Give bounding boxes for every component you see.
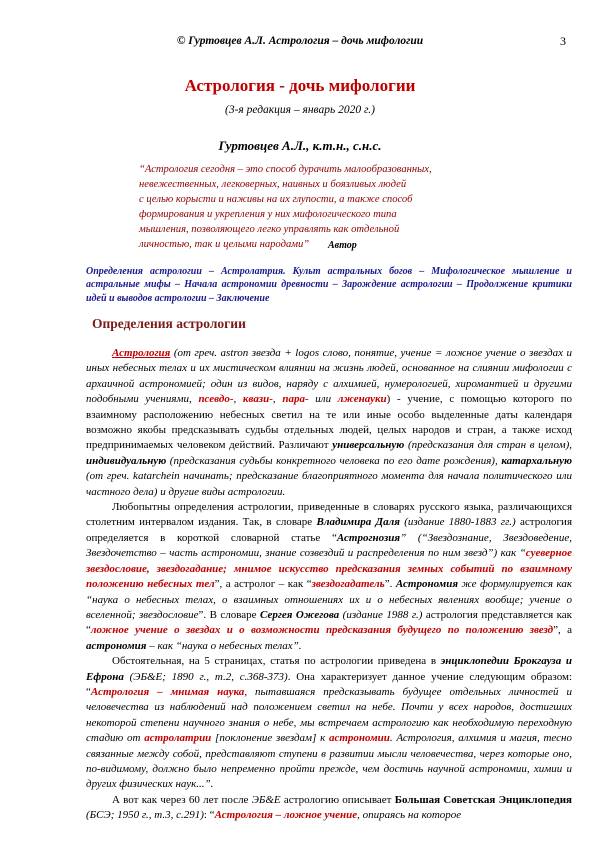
page-number: 3 xyxy=(560,34,566,48)
body-text xyxy=(86,346,572,824)
running-header: © Гуртовцев А.Л. Астрология – дочь мифологии xyxy=(176,35,424,47)
epigraph-line: с целью корысти и наживы на их глупости, а также способ xyxy=(139,193,413,205)
document-title: Астрология - дочь мифологии xyxy=(184,76,416,95)
epigraph-line: личностью, так и целыми народами” xyxy=(139,238,310,250)
paragraph-definition: Астрология (от греч. astron звезда + logos слово, понятие, учение = ложное учение о звездах и иных небесных телах и их мистическом влиянии на жизнь людей, основанное на слиянии мифологии с архаичной астрономией; один из видов, наряду с алхимией, нумерологией, хиромантией и другими подобными учениями, псевдо-, квази-, пара- или лженауки) - учение, с помощью которого по взаимному расположению небесных светил на те или иные особо выделенные даты календаря возможно якобы предсказывать судьбы отдельных людей, целых народов и стран, а также исход предпринимаемых человеком действий. Различают универсальную (предсказания для стран в целом), индивидуальную (предсказания судьбы конкретного человека по его дате рождения), катархальную (от греч. katarchein начинать; предсказание благоприятного момента для начала политического или частного дела) и другие виды астрологии. xyxy=(86,347,573,498)
author-line: Гуртовцев А.Л., к.т.н., с.н.с. xyxy=(218,138,382,153)
epigraph-signature: Автор xyxy=(328,240,357,251)
epigraph-line: невежественных, легковерных, наивных и боязливых людей xyxy=(139,178,407,190)
paragraph-brockhaus: Обстоятельная, на 5 страницах, статья по астрологии приведена в энциклопедии Брокгауза и Ефрона (ЭБ&Е; 1890 г., т.2, с.368-373). Она характеризует данное учение следующим образом: “Астрология – мнимая наука, пытавшаяся предсказывать будущее отдельных личностей и человечества из наблюдений над положением светил на небе. Почти у всех народов, достигших некоторой степени научного знания о небе, мы встречаем астрологию как необходимую переходную стадию от астролатрии [поклонение звездам] к астрономии. Астрология, алхимия и магия, тесно связанные между собой, представляют ступени в развитии мысли человечества, через которые оно, по-видимому, должно было непременно пройти прежде, чем достичь научной астрономии, химии и других физических наук...”. xyxy=(86,655,572,791)
term-astrology: Астрология xyxy=(112,347,171,359)
epigraph xyxy=(139,163,469,252)
edition-note: (3-я редакция – январь 2020 г.) xyxy=(225,104,375,116)
epigraph-line: “Астрология сегодня – это способ дурачить малообразованных, xyxy=(139,164,432,175)
epigraph-line: мышления, позволяющего легко управлять как отдельной xyxy=(139,223,400,235)
section-heading: Определения астрологии xyxy=(92,316,246,331)
table-of-contents: Определения астрологии – Астролатрия. Культ астральных богов – Мифологическое мышление и астральные мифы – Начала астрономии древности – Зарождение астрологии – Продолжение критики идей и выводов астрологии – Заключение xyxy=(86,266,572,304)
paragraph-dictionaries: Любопытны определения астрологии, приведенные в словарях русского языка, различающихся столетним интервалом издания. Так, в словаре Владимира Даля (издание 1880-1883 гг.) астрология определяется в короткой словарной статье “Астрогнозия” (“Звездознание, Звездоведение, Звездочетство – часть астрономии, знание созвездий и распределения по ним звезд”) как “суеверное звездословие, звездогадание; мнимое искусство предсказания земных событий по взаимному положению небесных тел”, а астролог – как “звездогадатель”. Астрономия же формулируется как “наука о небесных телах, о взаимных отношениях их и о небесных явлениях вообще; учение о вселенной; звездословие”. В словаре Сергея Ожегова (издание 1988 г.) астрология представляется как “ложное учение о звездах и о возможности предсказания будущего по положению звезд”, а астрономия – как “наука о небесных телах”. xyxy=(86,501,573,652)
epigraph-line: формирования и укрепления у них мифологического типа xyxy=(139,208,397,220)
paragraph-bse: А вот как через 60 лет после ЭБ&Е астрологию описывает Большая Советская Энциклопедия (БСЭ; 1950 г., т.3, с.291): “Астрология – ложное учение, опираясь на которое xyxy=(86,793,572,822)
